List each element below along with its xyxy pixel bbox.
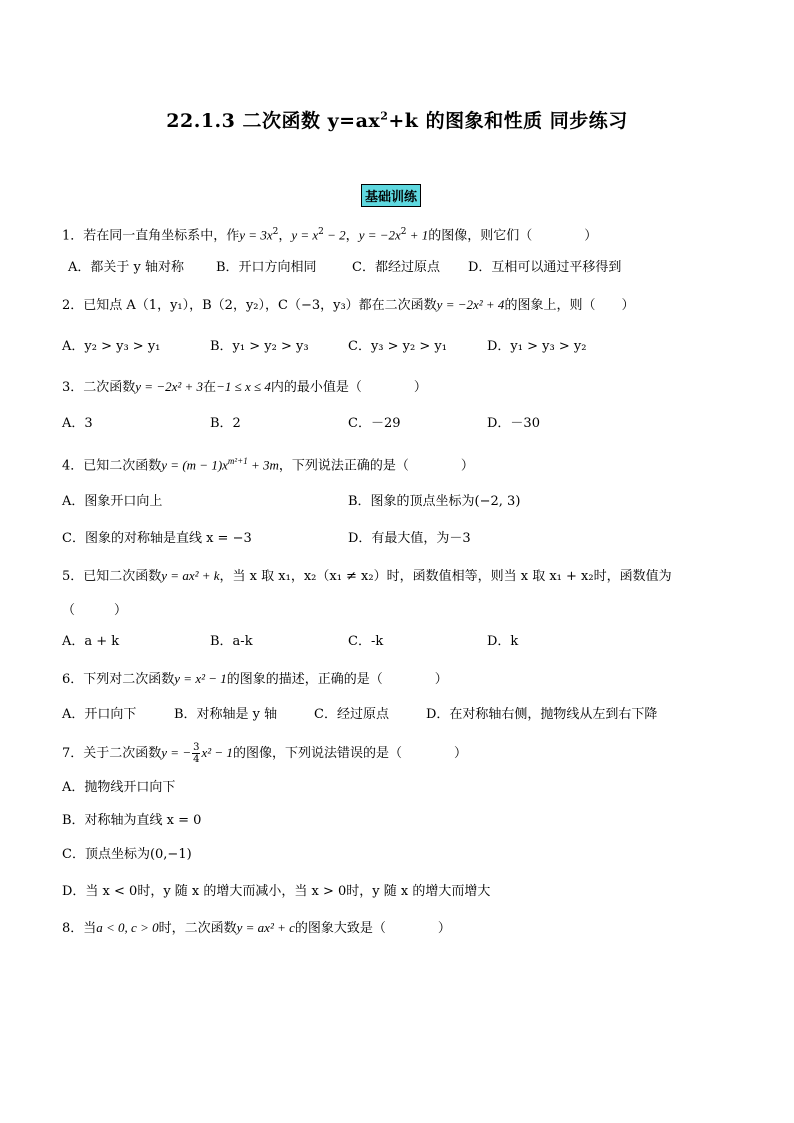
q6-option-b: B．对称轴是 y 轴 (174, 707, 278, 722)
question-1: 1．若在同一直角坐标系中，作$y = 3x^2$，$y = x^2 - 2$，$y = -2x^2 + 1$的图像，则它们（ ） (62, 227, 598, 244)
question-3 (62, 378, 427, 397)
q3-option-a: A．3 (62, 416, 93, 431)
q4-option-a: A．图象开口向上 (62, 494, 163, 509)
question-8-text: 8．当 (62, 921, 97, 936)
question-3-end: 内的最小值是（ ） (270, 380, 427, 395)
formula: y = ax² + k (161, 568, 220, 583)
q7-option-c: C．顶点坐标为(0,−1) (62, 847, 192, 862)
q3-option-c: C．－29 (348, 416, 401, 431)
formula-3-tail: + 1 (406, 227, 429, 243)
fraction-denominator: 4 (193, 754, 200, 765)
q2-option-b: B．y₁ > y₂ > y₃ (210, 339, 309, 354)
q2-option-d: D．y₁ > y₃ > y₂ (487, 339, 587, 354)
formula-start: y = − (161, 745, 192, 760)
formula: y = (m − 1)x (161, 457, 228, 473)
formula-3: y = −2x (358, 227, 401, 243)
q1-option-d: D．互相可以通过平移得到 (468, 260, 622, 275)
separator: ， (345, 228, 359, 244)
question-4 (62, 452, 474, 475)
q6-option-d: D．在对称轴右侧，抛物线从左到右下降 (426, 707, 658, 722)
q7-option-d: D．当 x < 0时，y 随 x 的增大而减小，当 x > 0时，y 随 x 的增大而增大 (62, 884, 491, 899)
q1-option-b: B．开口方向相同 (216, 260, 317, 275)
title-text-suffix: +k 的图象和性质 同步练习 (388, 110, 628, 132)
q7-option-a: A．抛物线开口向下 (62, 780, 176, 795)
question-5 (62, 567, 672, 586)
title-text: 22.1.3 二次函数 y=ax (166, 110, 381, 132)
q5-option-c: C．-k (348, 634, 384, 649)
q4-option-c: C．图象的对称轴是直线 x = −3 (62, 531, 252, 546)
formula-end: x² − 1 (201, 745, 233, 760)
separator: ， (278, 228, 292, 244)
question-5-text: 5．已知二次函数 (62, 569, 162, 584)
fraction-numerator: 3 (193, 742, 200, 753)
question-2 (62, 296, 634, 315)
question-5-end: ，当 x 取 x₁，x₂（x₁ ≠ x₂）时，函数值相等，则当 x 取 x₁ + x₂时，函数值为 (219, 569, 672, 584)
q5-option-a: A．a + k (62, 634, 120, 649)
fraction (192, 742, 200, 765)
question-2-text: 2．已知点 A（1，y₁），B（2，y₂），C（−3，y₃）都在二次函数 (62, 298, 437, 313)
question-6-end: 的图象的描述，正确的是（ ） (226, 672, 448, 687)
q3-option-b: B．2 (210, 416, 241, 431)
question-1-text: 1．若在同一直角坐标系中，作 (62, 228, 240, 244)
question-4-end: ，下列说法正确的是（ ） (278, 458, 474, 474)
formula: y = ax² + c (236, 920, 295, 935)
question-8-end: 的图象大致是（ ） (294, 921, 451, 936)
formula-tail: + 3m (247, 457, 279, 473)
question-7-text: 7．关于二次函数 (62, 746, 162, 761)
question-2-end: 的图象上，则（ ） (504, 298, 635, 313)
formula: y = −2x² + 4 (436, 297, 505, 312)
title-superscript: 2 (380, 109, 389, 123)
formula-1: y = 3x (239, 227, 273, 243)
question-1-end: 的图像，则它们（ ） (428, 228, 598, 244)
question-3-text: 3．二次函数 (62, 380, 136, 395)
section-heading: 基础训练 (361, 184, 421, 207)
question-4-text: 4．已知二次函数 (62, 458, 162, 474)
question-3-mid: 在 (203, 380, 217, 395)
q4-option-b: B．图象的顶点坐标为(−2, 3) (348, 494, 521, 509)
range: −1 ≤ x ≤ 4 (216, 379, 271, 394)
formula: y = −2x² + 3 (135, 379, 204, 394)
q4-option-d: D．有最大值，为－3 (348, 531, 471, 546)
q1-option-c: C．都经过原点 (352, 260, 440, 275)
q2-option-a: A．y₂ > y₃ > y₁ (62, 339, 161, 354)
formula-2: y = x (291, 227, 319, 243)
formula: y = x² − 1 (174, 671, 227, 686)
question-7-end: 的图像，下列说法错误的是（ ） (232, 746, 467, 761)
q1-option-a: A．都关于 y 轴对称 (68, 260, 184, 275)
formula-2-tail: − 2 (323, 227, 346, 243)
question-6-text: 6．下列对二次函数 (62, 672, 175, 687)
q3-option-d: D．－30 (487, 416, 540, 431)
q2-option-c: C．y₃ > y₂ > y₁ (348, 339, 447, 354)
q7-option-b: B．对称轴为直线 x = 0 (62, 813, 202, 828)
question-8-mid: 时，二次函数 (158, 921, 237, 936)
question-5-paren: （ ） (62, 603, 128, 618)
question-8 (62, 919, 451, 938)
q5-option-b: B．a-k (210, 634, 253, 649)
q6-option-c: C．经过原点 (314, 707, 389, 722)
page-title (0, 106, 794, 133)
condition: a < 0, c > 0 (96, 920, 159, 935)
q6-option-a: A．开口向下 (62, 707, 137, 722)
q5-option-d: D．k (487, 634, 519, 649)
question-6 (62, 670, 448, 689)
question-7 (62, 742, 467, 765)
formula-exponent: m²+1 (227, 456, 248, 466)
